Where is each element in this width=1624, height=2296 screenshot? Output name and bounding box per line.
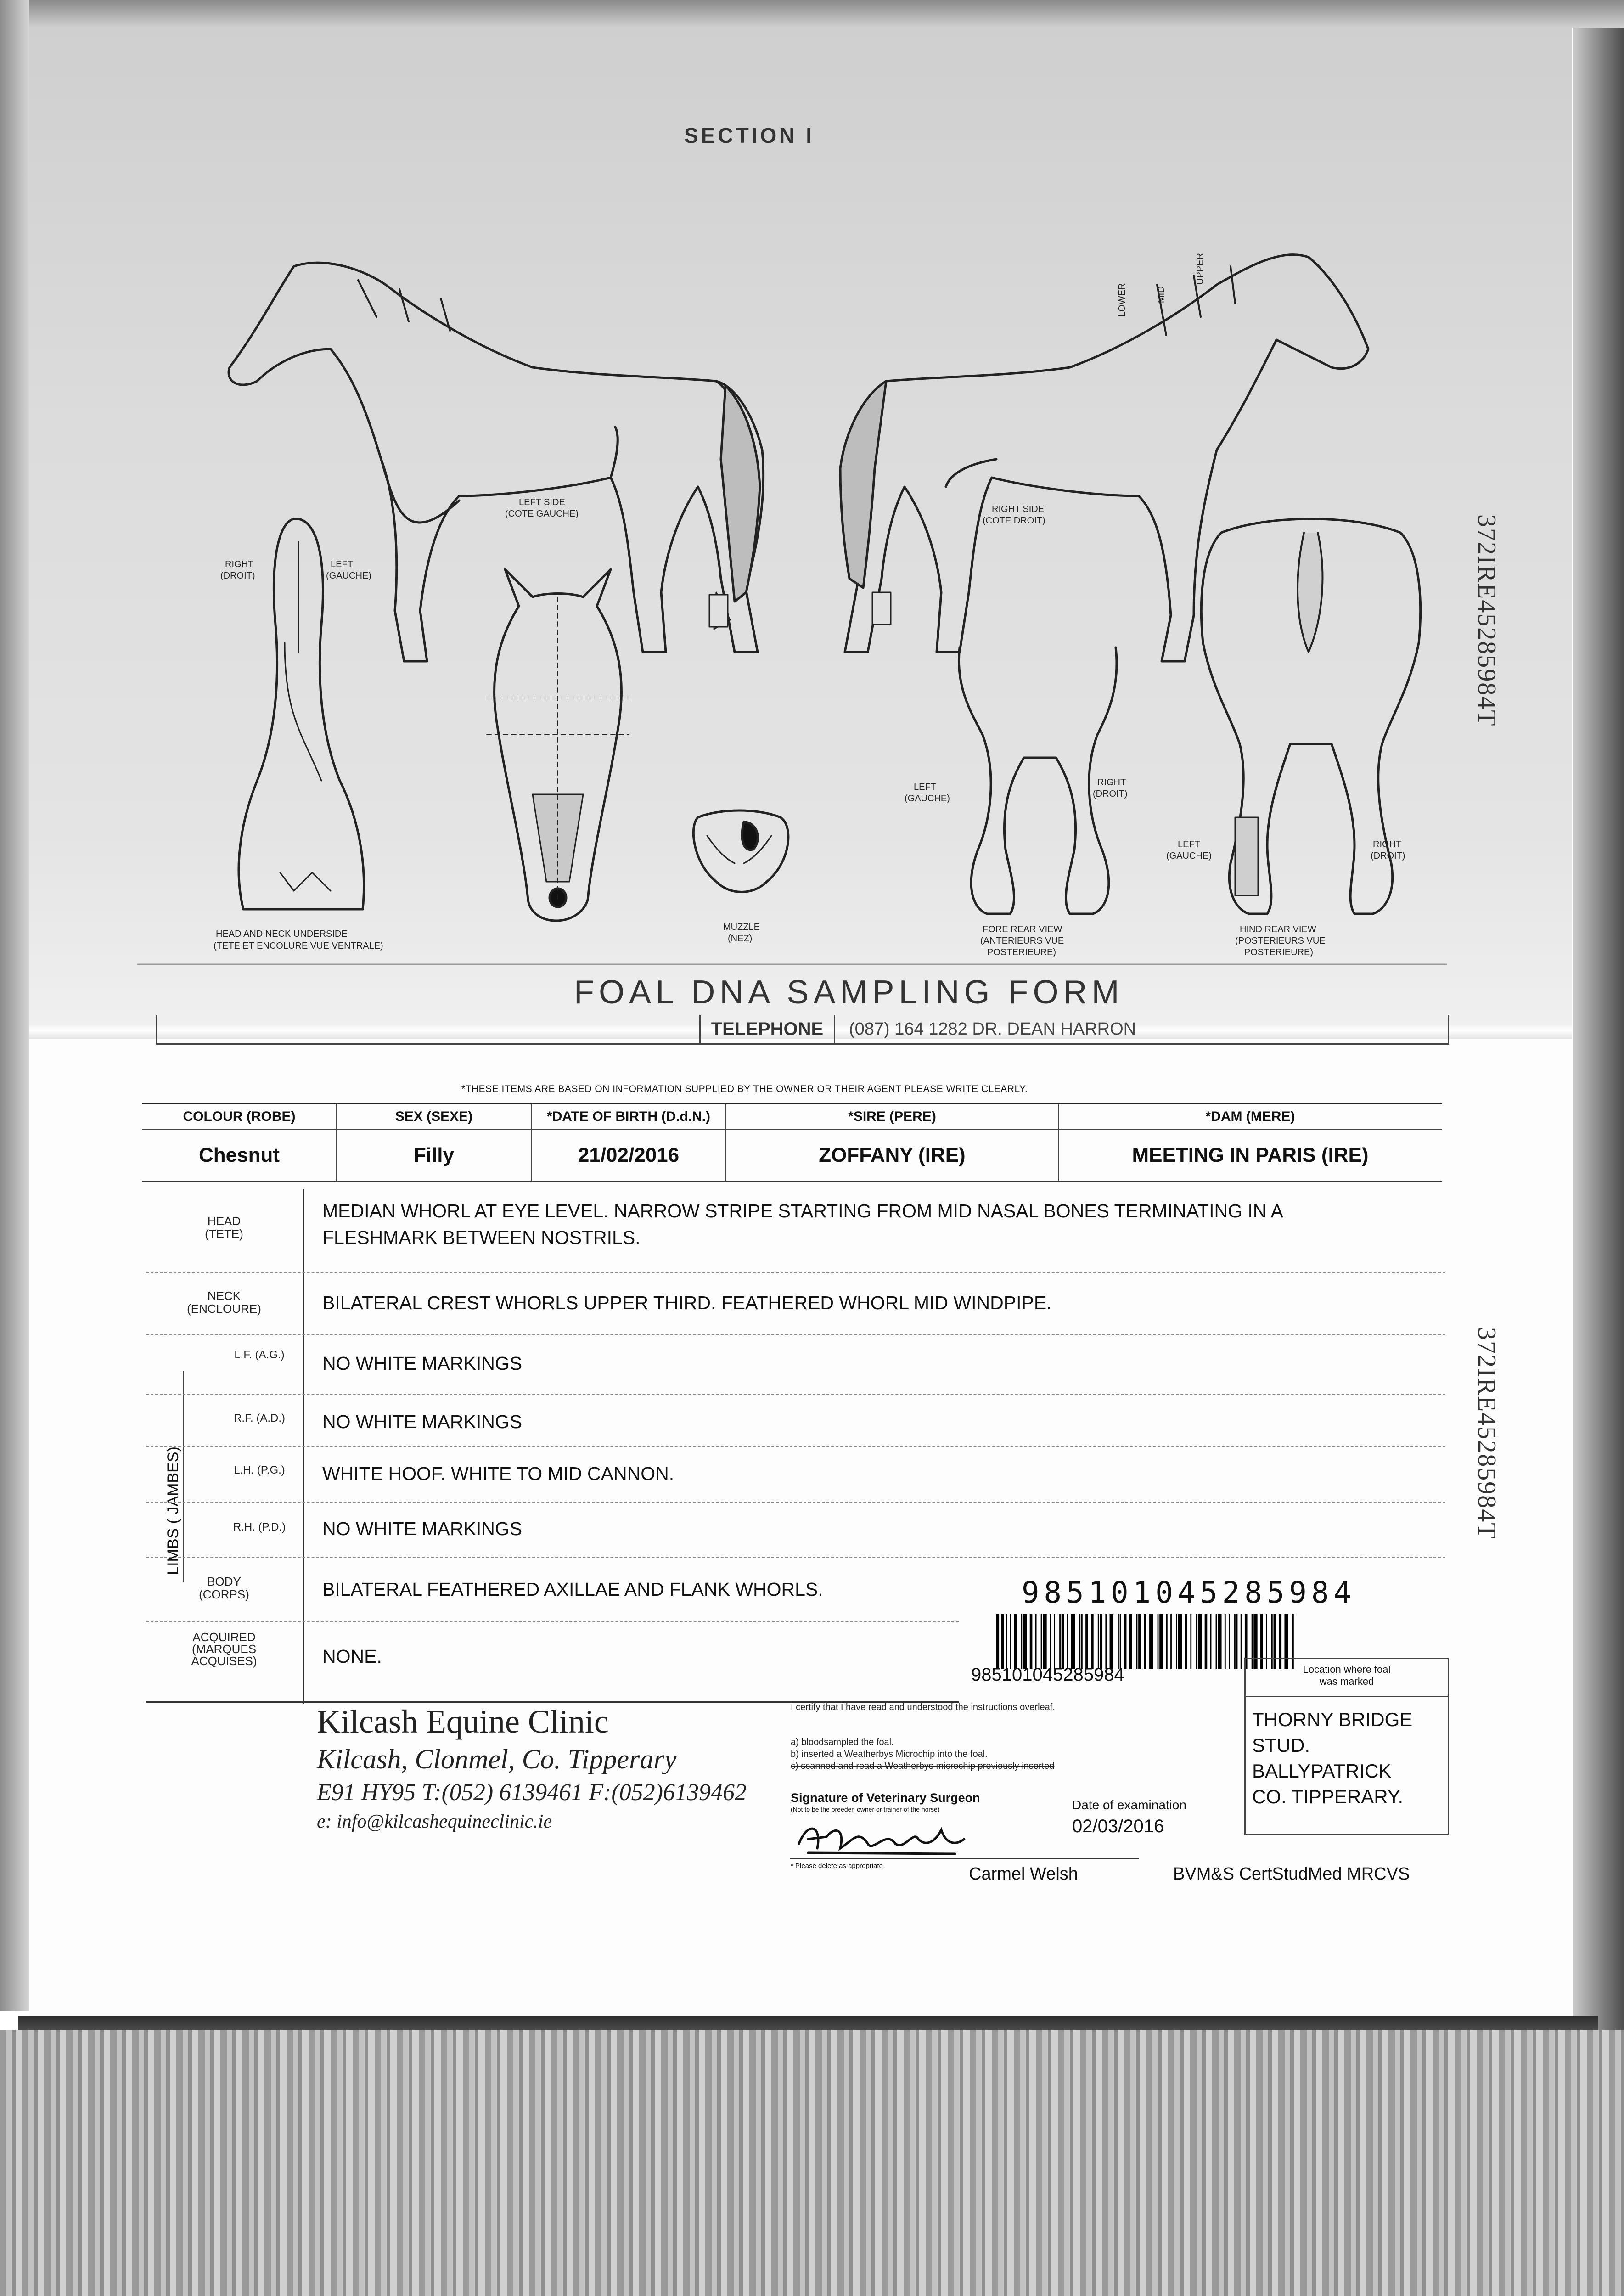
barcode-bar [1081,1614,1083,1669]
cert-line-1: I certify that I have read and understood the instructions overleaf. [791,1702,1055,1712]
barcode-bar [1023,1614,1027,1669]
barcode-bar [1006,1614,1007,1669]
barcode-bar [1059,1614,1061,1669]
identification-header-row [142,1104,1442,1130]
left-side-label-fr: (COTE GAUCHE) [505,509,579,519]
head-neck-underside-drawing [214,519,383,951]
barcode-bar [1021,1614,1022,1669]
barcode-bar [1159,1614,1163,1669]
left-side-horse-drawing [229,263,764,661]
location-label-1: Location where foal [1303,1664,1391,1675]
vet-name: Carmel Welsh [969,1864,1078,1884]
rf-label: R.F. (A.D.) [234,1412,285,1424]
barcode-bar [1071,1614,1075,1669]
barcode-bar [1100,1614,1102,1669]
certification-text [791,1701,1218,1772]
barcode-bar [1185,1614,1187,1669]
owner-info-note: *THESE ITEMS ARE BASED ON INFORMATION SUPPLIED BY THE OWNER OR THEIR AGENT PLEASE WRITE CLEARLY. [461,1084,1028,1094]
lh-row [146,1446,1445,1503]
clinic-email: e: info@kilcashequineclinic.ie [317,1811,552,1832]
neck-label [146,1289,302,1315]
fore-right-label-fr: (DROIT) [1093,789,1128,799]
exam-date-label: Date of examination [1072,1798,1187,1812]
barcode-bar [1035,1614,1037,1669]
acquired-label-en: ACQUIRED [192,1630,256,1644]
dam-header: *DAM (MERE) [1058,1104,1442,1130]
barcode-bar [1144,1614,1146,1669]
rh-label: R.H. (P.D.) [233,1521,286,1533]
neck-row [146,1272,1445,1335]
fore-right-label: RIGHT [1097,777,1126,788]
barcode-bar [1198,1614,1202,1669]
barcode-bar [1225,1614,1226,1669]
rh-marking: NO WHITE MARKINGS [322,1518,523,1539]
dob-header: *DATE OF BIRTH (D.d.N.) [531,1104,726,1130]
right-side-horse-drawing [840,253,1368,661]
colour-value: Chesnut [142,1130,337,1182]
signature-sub: (Not to be the breeder, owner or trainer of the horse) [791,1806,940,1813]
head-label-fr: (TETE) [205,1227,243,1241]
location-line-1: THORNY BRIDGE [1252,1709,1413,1730]
barcode-bar [1229,1614,1230,1669]
whorl-upper-label: UPPER [1195,253,1205,285]
rf-marking: NO WHITE MARKINGS [322,1411,523,1432]
side-code-lower: 372IRE45285984T [1472,1327,1501,1540]
sex-header: SEX (SEXE) [337,1104,531,1130]
side-code-upper: 372IRE45285984T [1472,514,1501,727]
telephone-row [156,1015,1449,1045]
sex-value: Filly [337,1130,531,1182]
whorl-mid-label: MID [1156,286,1166,303]
barcode-bar [1085,1614,1088,1669]
front-head-drawing [487,569,629,921]
head-underside-right: RIGHT [225,559,254,569]
barcode-bar [1041,1614,1042,1669]
vet-signature [781,1812,1019,1862]
microchip-number: 985101045285984 [971,1665,1124,1685]
microchip-number-large: 985101045285984 [1022,1576,1356,1610]
hind-rear-view-drawing [1166,519,1421,957]
head-label-en: HEAD [207,1214,241,1228]
telephone-blank-cell [157,1015,701,1043]
whorl-lower-label: LOWER [1117,283,1127,317]
head-neck-caption-fr: (TETE ET ENCOLURE VUE VENTRALE) [214,941,383,951]
location-value [1252,1707,1412,1810]
barcode-bar [1067,1614,1068,1669]
barcode-bar [1158,1614,1159,1669]
telephone-label: TELEPHONE [701,1015,835,1043]
barcode-bar [1079,1614,1080,1669]
barcode-bar [1166,1614,1168,1669]
cert-line-4: c) scanned and read a Weatherbys microchip previously inserted [791,1761,1055,1771]
location-divider [1244,1696,1449,1697]
body-label-fr: (CORPS) [199,1587,249,1601]
head-marking: MEDIAN WHORL AT EYE LEVEL. NARROW STRIPE STARTING FROM MID NASAL BONES TERMINATING IN A [322,1200,1283,1221]
barcode-bar [1170,1614,1172,1669]
hind-right-label: RIGHT [1373,839,1402,850]
barcode-bar [1190,1614,1191,1669]
telephone-value: (087) 164 1282 DR. DEAN HARRON [849,1019,1136,1039]
barcode-bar [1210,1614,1212,1669]
body-row [146,1557,959,1622]
acquired-label [146,1631,302,1667]
barcode-bar [1050,1614,1051,1669]
limbs-label: LIMBS ( JAMBES) [164,1446,182,1575]
sire-header: *SIRE (PERE) [726,1104,1058,1130]
head-label [146,1215,302,1240]
neck-label-fr: (ENCLOURE) [187,1302,261,1316]
lh-marking: WHITE HOOF. WHITE TO MID CANNON. [322,1463,674,1484]
acquired-row [146,1621,959,1701]
clinic-name: Kilcash Equine Clinic [317,1703,609,1740]
rf-row [146,1394,1445,1447]
left-side-label: LEFT SIDE [519,497,565,507]
identification-table [142,1103,1442,1182]
hind-caption-fr2: POSTERIEURE) [1244,947,1314,957]
muzzle-caption: MUZZLE [723,922,760,932]
head-underside-left-fr: (GAUCHE) [326,571,371,581]
barcode-bar [1118,1614,1119,1669]
hind-caption-fr: (POSTERIEURS VUE [1235,936,1326,946]
colour-header: COLOUR (ROBE) [142,1104,337,1130]
clinic-address: Kilcash, Clonmel, Co. Tipperary [317,1744,677,1774]
signature-line [790,1858,1139,1859]
location-line-2: STUD. [1252,1734,1310,1756]
signature-label: Signature of Veterinary Surgeon [791,1791,980,1805]
body-marking: BILATERAL FEATHERED AXILLAE AND FLANK WHORLS. [322,1579,823,1600]
section-title: SECTION I [684,124,815,147]
barcode-bar [1178,1614,1182,1669]
hind-left-label: LEFT [1178,839,1200,850]
cert-blur-area [791,1713,1218,1736]
sire-value: ZOFFANY (IRE) [726,1130,1058,1182]
muzzle-drawing [693,810,788,944]
barcode-bar [1054,1614,1055,1669]
lh-label: L.H. (P.G.) [234,1464,285,1476]
clinic-phone: E91 HY95 T:(052) 6139461 F:(052)6139462 [317,1779,747,1806]
exam-date: 02/03/2016 [1072,1816,1164,1836]
barcode-bar [1014,1614,1017,1669]
horse-diagrams [0,0,1624,1033]
identification-value-row [142,1130,1442,1182]
right-side-label: RIGHT SIDE [992,504,1045,514]
body-label-en: BODY [207,1575,241,1588]
vet-qualifications: BVM&S CertStudMed MRCVS [1173,1864,1410,1884]
barcode-bar [1105,1614,1107,1669]
head-marking-line2: FLESHMARK BETWEEN NOSTRILS. [322,1227,641,1248]
barcode-bar [1129,1614,1132,1669]
barcode-bar [1124,1614,1127,1669]
barcode-bar [1120,1614,1121,1669]
neck-label-en: NECK [207,1289,241,1303]
location-line-3: BALLYPATRICK [1252,1760,1392,1782]
muzzle-caption-fr: (NEZ) [728,934,753,944]
barcode-bar [1196,1614,1197,1669]
barcode-bar [1149,1614,1153,1669]
barcode-bar [1136,1614,1138,1669]
rh-row [146,1502,1445,1558]
fore-caption-fr2: POSTERIEURE) [987,947,1056,957]
barcode-bar [1234,1614,1236,1669]
neck-marking: BILATERAL CREST WHORLS UPPER THIRD. FEATHERED WHORL MID WINDPIPE. [322,1292,1052,1313]
barcode-bar [1098,1614,1099,1669]
cert-line-2: a) bloodsampled the foal. [791,1737,894,1747]
clinic-stamp [317,1703,747,1833]
fore-rear-view-drawing [905,647,1128,957]
fore-left-label-fr: (GAUCHE) [905,793,950,804]
acquired-label-fr: (MARQUES [191,1642,257,1656]
barcode-bar [1043,1614,1046,1669]
location-box [1244,1658,1449,1835]
cert-line-3: b) inserted a Weatherbys Microchip into the foal. [791,1749,988,1759]
lf-marking: NO WHITE MARKINGS [322,1353,523,1374]
body-label [146,1575,302,1601]
head-row [146,1189,1445,1273]
barcode-bar [1110,1614,1113,1669]
acquired-marking: NONE. [322,1646,382,1667]
barcode-bar [1138,1614,1141,1669]
fore-left-label: LEFT [914,782,936,792]
head-underside-right-fr: (DROIT) [220,571,255,581]
barcode-bar [1030,1614,1033,1669]
head-neck-caption: HEAD AND NECK UNDERSIDE [216,929,348,939]
barcode-bar [1218,1614,1221,1669]
fore-caption-fr: (ANTERIEURS VUE [980,936,1064,946]
right-side-label-fr: (COTE DROIT) [983,516,1045,526]
delete-note: * Please delete as appropriate [791,1862,883,1870]
barcode-bar [1010,1614,1011,1669]
location-label-2: was marked [1319,1676,1374,1687]
scan-bottom-band [0,2030,1624,2296]
hind-caption: HIND REAR VIEW [1240,924,1316,934]
hind-left-label-fr: (GAUCHE) [1166,851,1212,861]
fore-caption: FORE REAR VIEW [983,924,1062,934]
barcode-bar [1062,1614,1064,1669]
barcode-bar [996,1614,999,1669]
lf-label: L.F. (A.G.) [234,1349,285,1361]
barcode-bar [1236,1614,1238,1669]
head-underside-left: LEFT [331,559,353,569]
barcode-bar [1001,1614,1004,1669]
dam-value: MEETING IN PARIS (IRE) [1058,1130,1442,1182]
dob-value: 21/02/2016 [531,1130,726,1182]
barcode-bar [1241,1614,1242,1669]
barcode-bar [1091,1614,1094,1669]
barcode-bar [1176,1614,1177,1669]
barcode-bar [1205,1614,1208,1669]
location-line-4: CO. TIPPERARY. [1252,1786,1404,1807]
barcode-bar [1216,1614,1217,1669]
location-label [1246,1664,1448,1688]
hind-right-label-fr: (DROIT) [1371,851,1405,861]
form-title: FOAL DNA SAMPLING FORM [574,974,1124,1011]
acquired-label-fr2: ACQUISES) [191,1654,257,1668]
lf-row [146,1334,1445,1395]
